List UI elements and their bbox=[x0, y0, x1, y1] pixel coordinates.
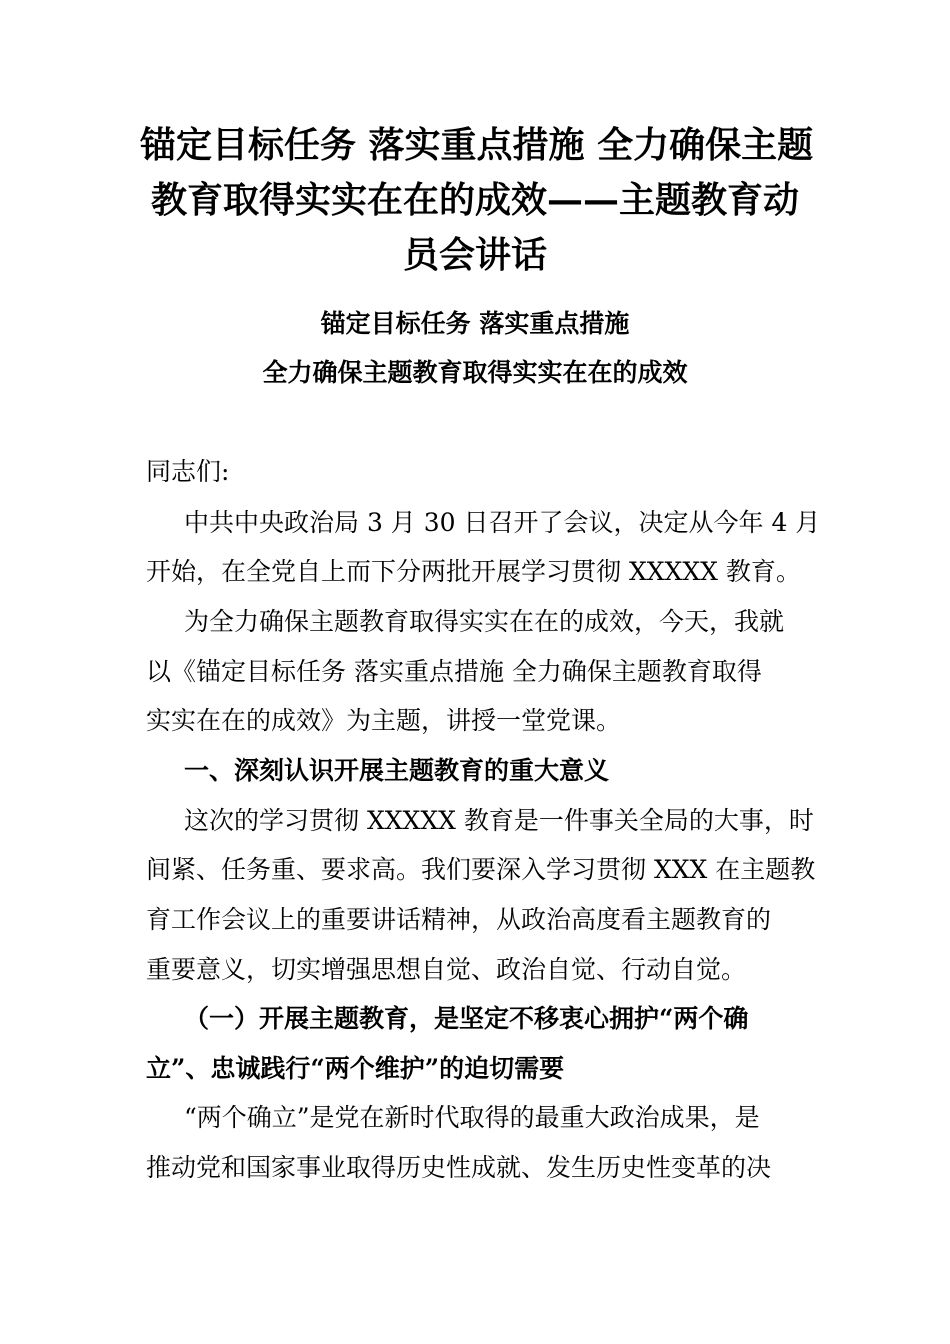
paragraph-line: 重要意义，切实增强思想自觉、政治自觉、行动自觉。 bbox=[146, 955, 747, 984]
section-heading: 一、深刻认识开展主题教育的重大意义 bbox=[184, 756, 610, 785]
title-line: 员会讲话 bbox=[402, 234, 547, 276]
paragraph-line: 中共中央政治局 3 月 30 日召开了会议，决定从今年 4 月 bbox=[184, 508, 821, 537]
paragraph-line: 育工作会议上的重要讲话精神，从政治高度看主题教育的 bbox=[146, 905, 772, 934]
paragraph-line: 以《锚定目标任务 落实重点措施 全力确保主题教育取得 bbox=[146, 657, 762, 686]
paragraph-line: 推动党和国家事业取得历史性成就、发生历史性变革的决 bbox=[146, 1153, 772, 1182]
paragraph-line: 实实在在的成效》为主题，讲授一堂党课。 bbox=[146, 706, 622, 735]
salutation: 同志们: bbox=[146, 457, 230, 486]
subtitle-line: 锚定目标任务 落实重点措施 bbox=[320, 309, 630, 338]
paragraph-line: 这次的学习贯彻 XXXXX 教育是一件事关全局的大事，时 bbox=[184, 806, 814, 835]
subsection-heading: 立”、忠诚践行“两个维护”的迫切需要 bbox=[146, 1054, 565, 1083]
paragraph-line: 间紧、任务重、要求高。我们要深入学习贯彻 XXX 在主题教 bbox=[146, 855, 816, 884]
paragraph-line: “两个确立”是党在新时代取得的最重大政治成果，是 bbox=[184, 1103, 760, 1132]
title-line: 教育取得实实在在的成效——主题教育动 bbox=[150, 179, 799, 221]
title-line: 锚定目标任务 落实重点措施 全力确保主题 bbox=[140, 124, 814, 166]
subtitle-line: 全力确保主题教育取得实实在在的成效 bbox=[262, 358, 688, 387]
document-title bbox=[140, 118, 814, 283]
paragraph-line: 开始，在全党自上而下分两批开展学习贯彻 XXXXX 教育。 bbox=[146, 557, 801, 586]
subsection-heading: （一）开展主题教育，是坚定不移衷心拥护“两个确 bbox=[184, 1004, 749, 1033]
paragraph-line: 为全力确保主题教育取得实实在在的成效，今天，我就 bbox=[184, 607, 785, 636]
